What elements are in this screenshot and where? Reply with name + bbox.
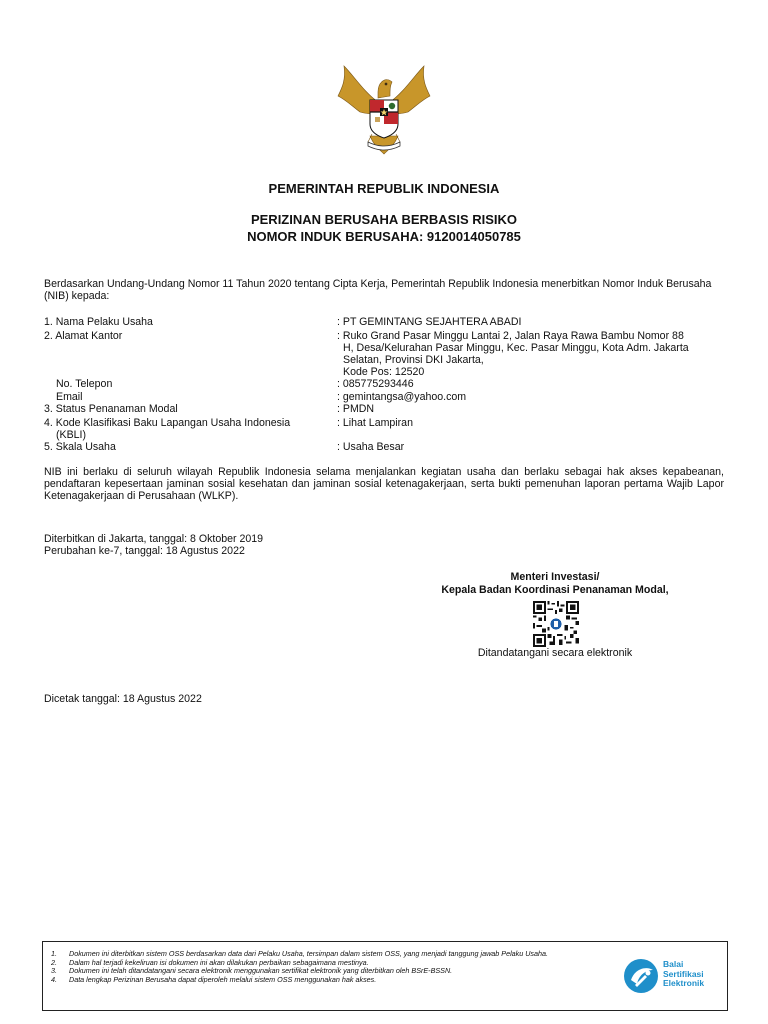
- footnote-number: 1.: [51, 949, 57, 958]
- value-alamat-line2: H, Desa/Kelurahan Pasar Minggu, Kec. Pasar Minggu, Kota Adm. Jakarta: [343, 342, 689, 354]
- footnote-item: [51, 976, 616, 985]
- bsre-logo-text: [663, 960, 704, 989]
- issued-date: Diterbitkan di Jakarta, tanggal: 8 Oktober 2019: [44, 533, 264, 545]
- value-alamat-line3: Selatan, Provinsi DKI Jakarta,: [343, 354, 484, 366]
- label-telepon: No. Telepon: [56, 378, 113, 390]
- qr-code-icon: [533, 601, 579, 647]
- document-title: PERIZINAN BERUSAHA BERBASIS RISIKO: [250, 212, 518, 227]
- garuda-emblem-icon: [334, 62, 434, 162]
- value-email: : gemintangsa@yahoo.com: [337, 391, 467, 403]
- validity-paragraph: NIB ini berlaku di seluruh wilayah Republik Indonesia selama menjalankan kegiatan usaha dan berlaku sebagai hak akses kepabeanan, pendaftaran kepesertaan jaminan sosial kesehatan dan jaminan sosial ketenagakerjaan, serta bukti pemenuhan laporan pertama Wajib Lapor Ketenagakerjaan di Perusahaan (WLKP).: [44, 466, 724, 502]
- label-alamat-kantor: 2. Alamat Kantor: [44, 330, 123, 342]
- value-alamat-line1: : Ruko Grand Pasar Minggu Lantai 2, Jalan Raya Rawa Bambu Nomor 88: [337, 330, 684, 342]
- label-status-penanaman-modal: 3. Status Penanaman Modal: [44, 403, 178, 415]
- value-status-penanaman-modal: : PMDN: [337, 403, 375, 415]
- bsre-logo-icon: [623, 958, 659, 994]
- label-nama-pelaku-usaha: 1. Nama Pelaku Usaha: [44, 316, 153, 328]
- bsre-logo: [623, 956, 723, 996]
- signatory-title-1: Menteri Investasi/: [510, 571, 600, 583]
- bsre-line-3: Elektronik: [663, 978, 705, 988]
- revision-date: Perubahan ke-7, tanggal: 18 Agustus 2022: [44, 545, 245, 557]
- value-skala-usaha: : Usaha Besar: [337, 441, 405, 453]
- footnote-number: 4.: [51, 974, 57, 984]
- footnote-number: 2.: [51, 957, 57, 967]
- bsre-line-2: Sertifikasi: [663, 968, 704, 979]
- footer-notes-box: [42, 941, 728, 1011]
- label-kbli-line1: 4. Kode Klasifikasi Baku Lapangan Usaha Indonesia: [44, 417, 291, 429]
- signatory-title-2: Kepala Badan Koordinasi Penanaman Modal,: [441, 584, 669, 596]
- footnote-number: 3.: [51, 966, 57, 976]
- electronic-signature-note: Ditandatangani secara elektronik: [477, 647, 633, 659]
- label-skala-usaha: 5. Skala Usaha: [44, 441, 116, 453]
- value-telepon: : 085775293446: [337, 378, 414, 390]
- value-kbli: : Lihat Lampiran: [337, 417, 413, 429]
- bsre-line-1: Balai: [663, 959, 684, 969]
- footnotes-list: [51, 950, 616, 984]
- footnote-text: Dalam hal terjadi kekeliruan isi dokumen ini akan dilakukan perbaikan sebagaimana mestinya.: [69, 957, 369, 967]
- government-title: PEMERINTAH REPUBLIK INDONESIA: [268, 181, 500, 196]
- footnote-text: Dokumen ini telah ditandatangani secara elektronik menggunakan sertifikat elektronik yang diterbitkan oleh BSrE-BSSN.: [69, 966, 453, 976]
- value-nama-pelaku-usaha: : PT GEMINTANG SEJAHTERA ABADI: [337, 316, 522, 328]
- label-email: Email: [56, 391, 83, 403]
- printed-date: Dicetak tanggal: 18 Agustus 2022: [44, 693, 202, 705]
- footnote-text: Data lengkap Perizinan Berusaha dapat diperoleh melalui sistem OSS menggunakan hak akses.: [69, 974, 377, 984]
- value-alamat-line4: Kode Pos: 12520: [343, 366, 425, 378]
- footnote-text: Dokumen ini diterbitkan sistem OSS berdasarkan data dari Pelaku Usaha, tersimpan dalam sistem OSS, yang menjadi tanggung jawab Pelaku Usaha.: [69, 949, 549, 958]
- label-kbli-line2: (KBLI): [56, 429, 87, 441]
- intro-paragraph: Berdasarkan Undang-Undang Nomor 11 Tahun 2020 tentang Cipta Kerja, Pemerintah Republik Indonesia menerbitkan Nomor Induk Berusaha (NIB) kepada:: [44, 278, 712, 302]
- nib-number: NOMOR INDUK BERUSAHA: 9120014050785: [247, 229, 521, 244]
